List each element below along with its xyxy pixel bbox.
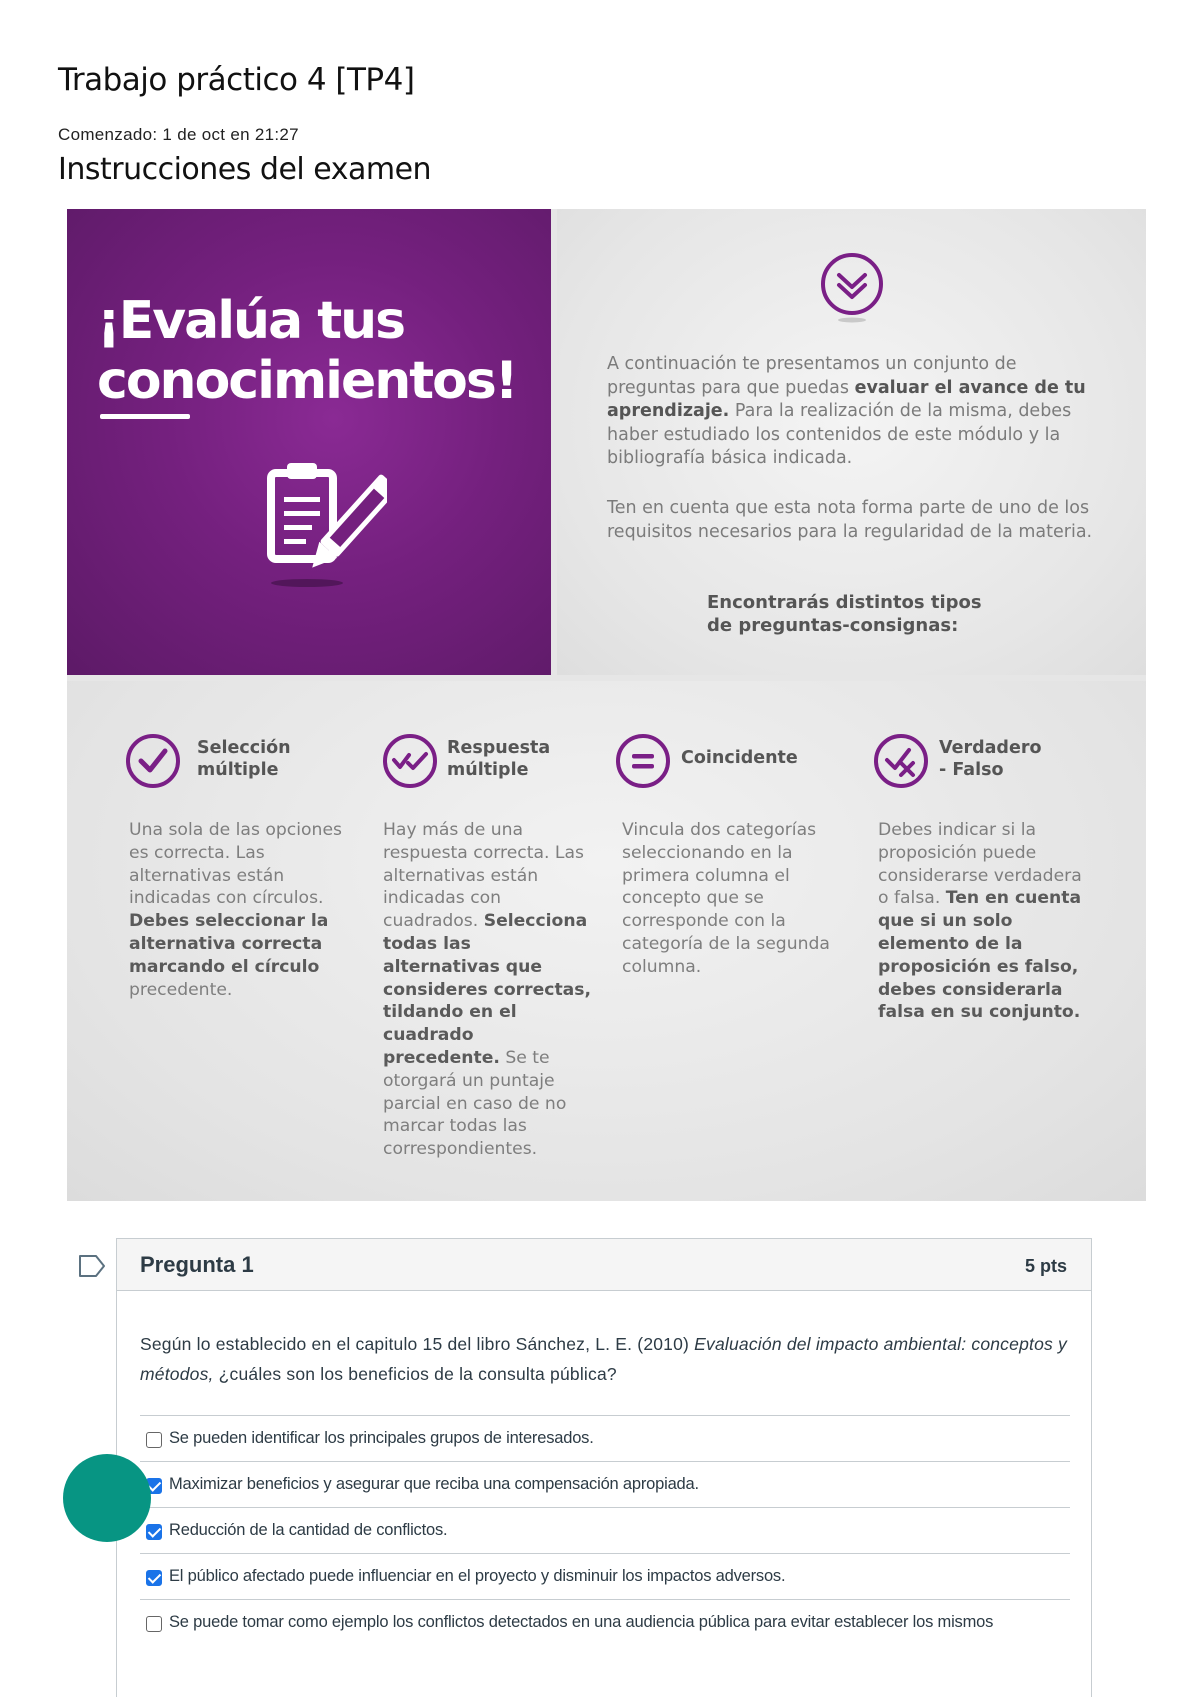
answer-checkbox[interactable] xyxy=(146,1616,162,1632)
type-desc-text: Una sola de las opciones es correcta. Las alternativas están indicadas con círculos. xyxy=(129,820,342,909)
type-description xyxy=(878,819,1088,1024)
answer-label[interactable]: Reducción de la cantidad de conflictos. xyxy=(169,1521,448,1539)
intro-paragraph-1 xyxy=(607,353,1107,471)
instructions-banner xyxy=(67,209,1146,1201)
question-text-rest: ¿cuáles son los beneficios de la consulta pública? xyxy=(213,1364,617,1384)
question-text xyxy=(140,1329,1070,1389)
answer-option[interactable] xyxy=(140,1599,1070,1645)
type-desc-text: Vincula dos categorías seleccionando en la primera columna el concepto que se corresponde con la categoría de la segunda columna. xyxy=(622,820,830,977)
flag-question-icon[interactable] xyxy=(78,1254,106,1278)
type-name xyxy=(939,737,1041,781)
true-false-circle-icon xyxy=(873,733,929,789)
type-name-line1: Selección xyxy=(197,738,291,758)
type-name-line1: Verdadero xyxy=(939,738,1042,758)
clipboard-pencil-icon xyxy=(267,459,387,589)
types-heading-line1: Encontrarás distintos tipos xyxy=(707,592,982,613)
type-description xyxy=(622,819,847,979)
type-name-line1: Respuesta xyxy=(447,738,551,758)
type-desc-rest: precedente. xyxy=(129,979,233,1000)
type-name xyxy=(197,737,291,781)
type-desc-rest: Se te otorgará un puntaje parcial en caso de no marcar todas las correspondientes. xyxy=(383,1047,567,1160)
type-description xyxy=(129,819,351,1001)
type-desc-emphasis: Selecciona todas las alternativas que consideres correctas, tildando en el cuadrado precedente. xyxy=(383,911,592,1068)
answer-checkbox[interactable] xyxy=(146,1524,162,1540)
banner-headline-line1: ¡Evalúa tus xyxy=(97,291,405,351)
banner-purple-panel xyxy=(67,209,551,675)
answer-label[interactable]: El público afectado puede influenciar en el proyecto y disminuir los impactos adversos. xyxy=(169,1567,786,1585)
type-description xyxy=(383,819,593,1161)
intro-emphasis: evaluar el avance de tu aprendizaje. xyxy=(607,377,1086,421)
answer-label[interactable]: Se puede tomar como ejemplo los conflictos detectados en una audiencia pública para evitar establecer los mismos xyxy=(169,1613,994,1631)
answer-option[interactable] xyxy=(140,1507,1070,1553)
answer-list xyxy=(140,1415,1070,1645)
intro-text-rest: Para la realización de la misma, debes haber estudiado los contenidos de este módulo y la bibliografía básica indicada. xyxy=(607,401,1072,468)
intro-text: A continuación te presentamos un conjunto de preguntas para que puedas xyxy=(607,354,1017,398)
type-name xyxy=(681,747,798,769)
type-name-line2: múltiple xyxy=(197,760,279,780)
double-chevron-down-icon xyxy=(817,251,887,323)
type-name-line1: Coincidente xyxy=(681,748,798,768)
intro-paragraph-2: Ten en cuenta que esta nota forma parte de uno de los requisitos necesarios para la regularidad de la materia. xyxy=(607,498,1093,542)
type-name-line2: múltiple xyxy=(447,760,529,780)
banner-headline-line2: conocimientos! xyxy=(97,351,517,411)
question-types-heading xyxy=(707,591,1067,637)
type-name xyxy=(447,737,550,781)
headline-underline xyxy=(100,414,190,419)
question-title: Pregunta 1 xyxy=(140,1252,254,1277)
type-desc-emphasis: Debes seleccionar la alternativa correcta marcando el círculo xyxy=(129,911,329,977)
equals-circle-icon xyxy=(615,733,671,789)
type-name-line2: - Falso xyxy=(939,760,1004,780)
banner-intro-panel xyxy=(557,209,1146,675)
floating-action-dot[interactable] xyxy=(63,1454,151,1542)
question-book-title: Evaluación del impacto ambiental: conceptos y métodos, xyxy=(140,1334,1067,1384)
answer-option[interactable] xyxy=(140,1415,1070,1461)
answer-option[interactable] xyxy=(140,1461,1070,1507)
page-title: Trabajo práctico 4 [TP4] xyxy=(58,62,415,98)
type-desc-text: Debes indicar si la proposición puede considerarse verdadera o falsa. xyxy=(878,820,1082,909)
answer-label[interactable]: Maximizar beneficios y asegurar que reciba una compensación apropiada. xyxy=(169,1475,699,1493)
question-card xyxy=(116,1238,1092,1697)
types-heading-line2: de preguntas-consignas: xyxy=(707,615,959,636)
banner-headline xyxy=(97,291,516,411)
question-text-part: Según lo establecido en el capitulo 15 del libro Sánchez, L. E. (2010) xyxy=(140,1334,695,1354)
answer-option[interactable] xyxy=(140,1553,1070,1599)
question-points: 5 pts xyxy=(1024,1256,1067,1276)
instructions-title: Instrucciones del examen xyxy=(58,152,432,187)
answer-checkbox[interactable] xyxy=(146,1570,162,1586)
answer-checkbox[interactable] xyxy=(146,1432,162,1448)
answer-label[interactable]: Se pueden identificar los principales grupos de interesados. xyxy=(169,1429,594,1447)
check-circle-icon xyxy=(125,733,181,789)
question-types-panel xyxy=(67,681,1146,1201)
question-header xyxy=(117,1239,1091,1291)
type-desc-emphasis: Ten en cuenta que si un solo elemento de la proposición es falso, debes considerarla falsa en su conjunto. xyxy=(878,888,1082,1023)
double-check-circle-icon xyxy=(382,733,438,789)
started-timestamp: Comenzado: 1 de oct en 21:27 xyxy=(58,125,299,144)
type-desc-text: Hay más de una respuesta correcta. Las alternativas están indicadas con cuadrados. xyxy=(383,820,584,932)
